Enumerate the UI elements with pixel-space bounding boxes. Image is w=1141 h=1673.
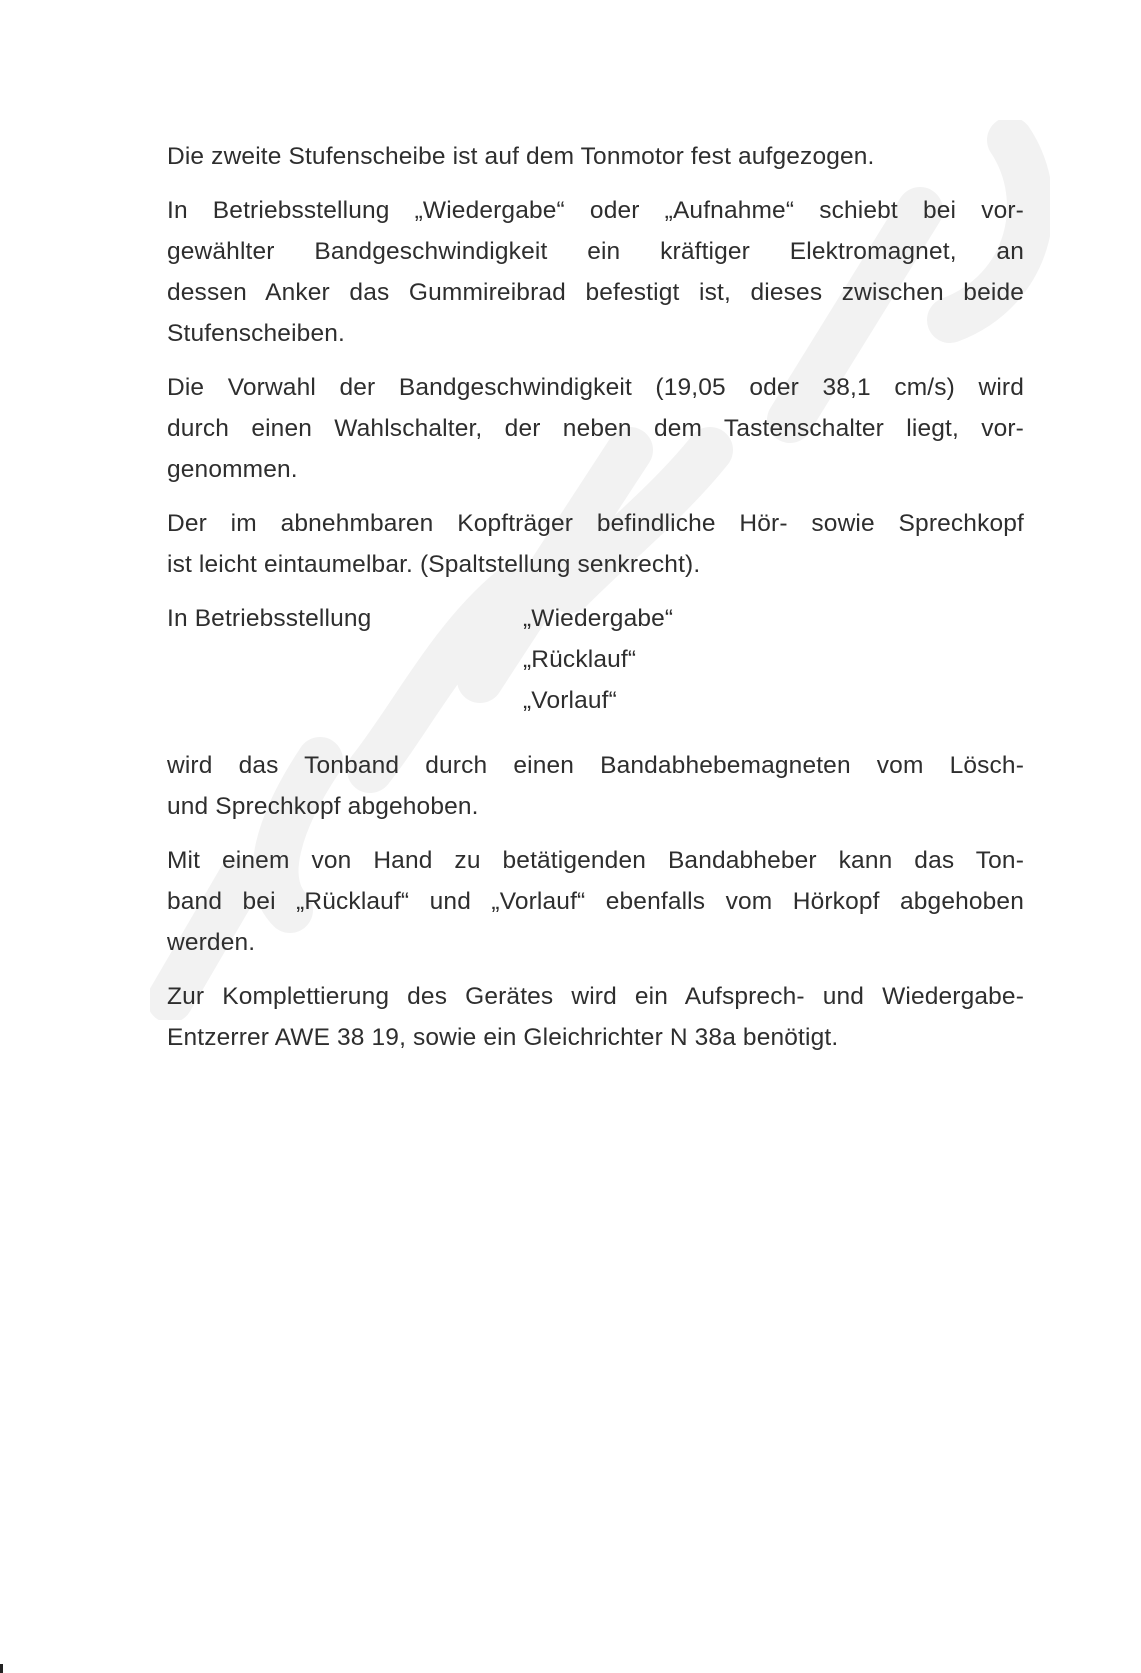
paragraph-komplettierung (167, 976, 1024, 1058)
text-line: Mit einem von Hand zu betätigenden Bandabheber kann das Ton- (167, 847, 1024, 874)
paragraph-tonmotor (167, 136, 1024, 177)
text-line: und Sprechkopf abgehoben. (167, 793, 479, 820)
paragraph-bandgeschwindigkeit (167, 367, 1024, 490)
text-line: ist leicht eintaumelbar. (Spaltstellung senkrecht). (167, 551, 701, 578)
text-line: Der im abnehmbaren Kopfträger befindliche Hör- sowie Sprechkopf (167, 510, 1024, 537)
text-line: genommen. (167, 456, 298, 483)
text-line: dessen Anker das Gummireibrad befestigt ist, dieses zwischen beide (167, 279, 1024, 306)
text-line: wird das Tonband durch einen Bandabhebemagneten vom Lösch- (167, 752, 1024, 779)
scan-edge-mark (0, 1664, 3, 1673)
paragraph-bandabheber (167, 840, 1024, 963)
paragraph-bandabhebemagnet (167, 745, 1024, 827)
paragraph-kopftraeger (167, 503, 1024, 585)
text-line: werden. (167, 929, 256, 956)
text-line: band bei „Rücklauf“ und „Vorlauf“ ebenfalls vom Hörkopf abgehoben (167, 888, 1024, 915)
text-line: Die Vorwahl der Bandgeschwindigkeit (19,05 oder 38,1 cm/s) wird (167, 374, 1024, 401)
text-line: Entzerrer AWE 38 19, sowie ein Gleichrichter N 38a benötigt. (167, 1024, 839, 1051)
mode-item-vorlauf: „Vorlauf“ (523, 687, 617, 714)
modes-items (523, 598, 673, 721)
operating-modes-list (167, 598, 1024, 721)
text-line: durch einen Wahlschalter, der neben dem Tastenschalter liegt, vor- (167, 415, 1024, 442)
mode-item-wiedergabe: „Wiedergabe“ (523, 605, 674, 632)
modes-label: In Betriebsstellung (167, 605, 372, 632)
body-text (167, 136, 1024, 1071)
mode-item-ruecklauf: „Rücklauf“ (523, 646, 637, 673)
text-line: gewählter Bandgeschwindigkeit ein kräftiger Elektromagnet, an (167, 238, 1024, 265)
text-line: Stufenscheiben. (167, 320, 345, 347)
text-line: Zur Komplettierung des Gerätes wird ein Aufsprech- und Wiedergabe- (167, 983, 1024, 1010)
text-line: In Betriebsstellung „Wiedergabe“ oder „Aufnahme“ schiebt bei vor- (167, 197, 1024, 224)
paragraph-elektromagnet (167, 190, 1024, 354)
text-line: Die zweite Stufenscheibe ist auf dem Tonmotor fest aufgezogen. (167, 143, 875, 170)
